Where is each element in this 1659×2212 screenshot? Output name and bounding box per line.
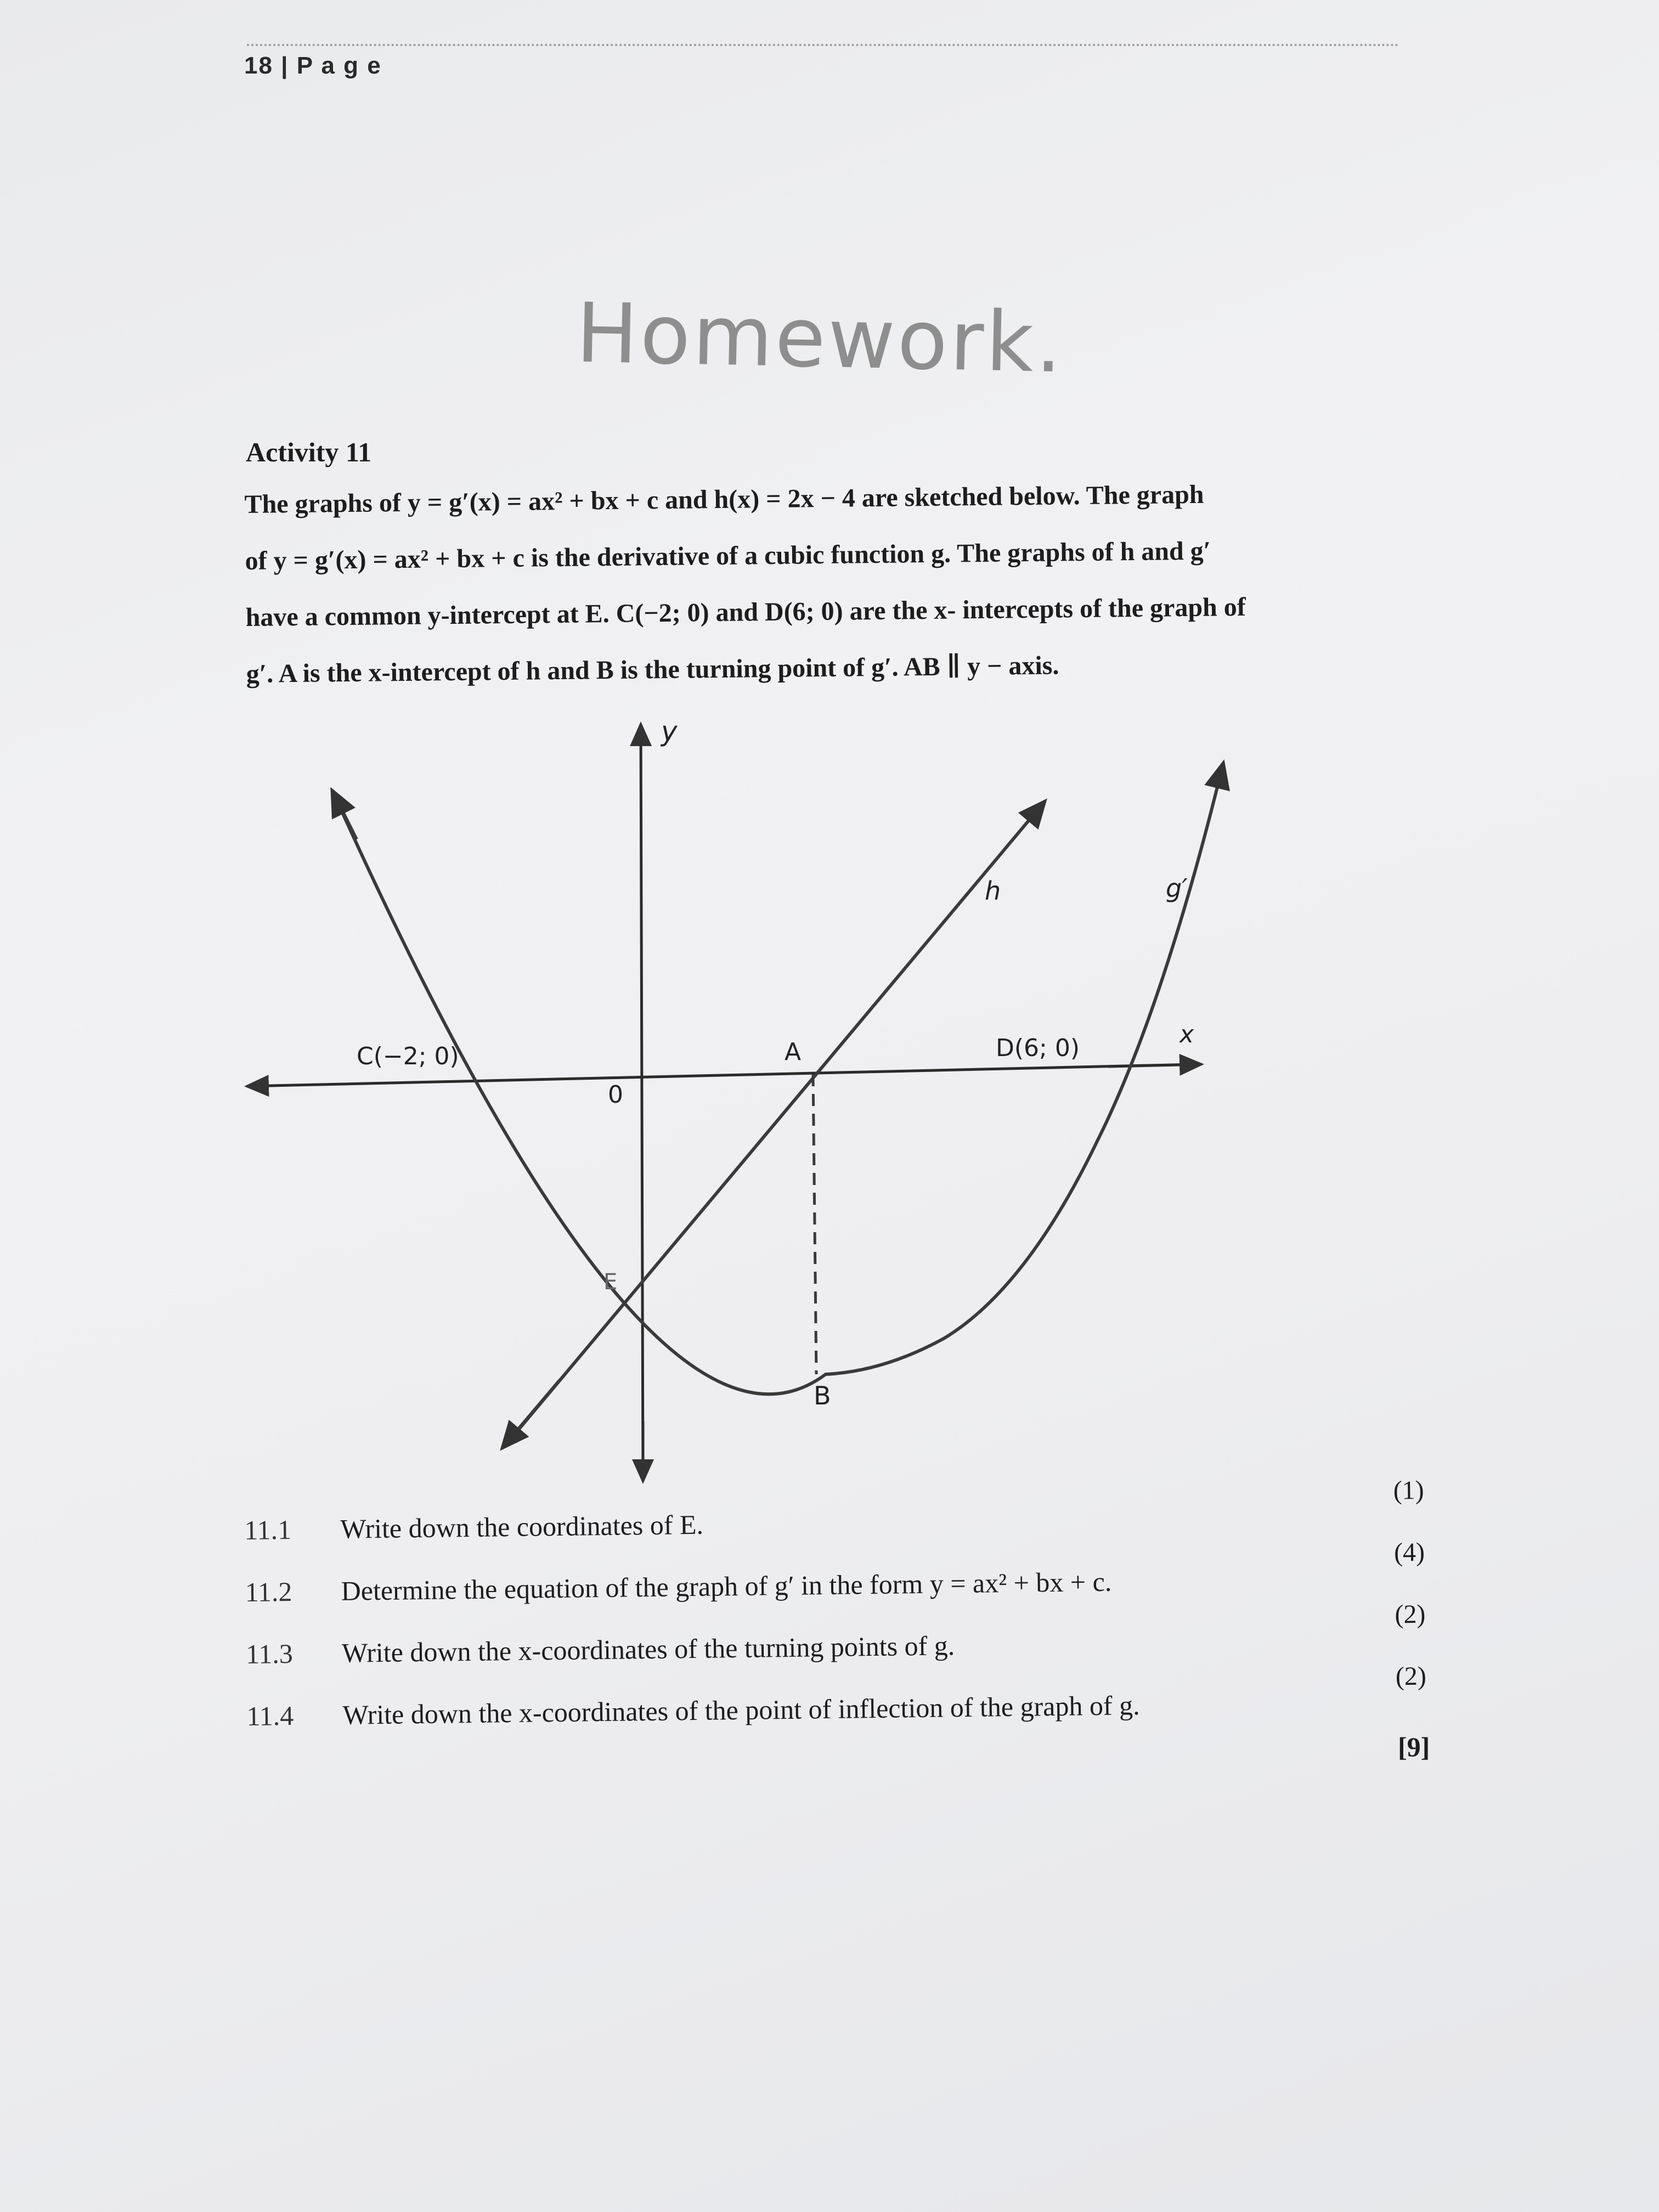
question-number: 11.2 bbox=[245, 1576, 292, 1607]
line-h-lower-arrow bbox=[502, 1380, 560, 1448]
point-C-label: C(−2; 0) bbox=[357, 1042, 459, 1070]
question-text: Write down the coordinates of E. bbox=[340, 1509, 704, 1544]
function-graph bbox=[230, 708, 1273, 1498]
y-axis-label: y bbox=[661, 715, 678, 747]
curve-g-prime-label: g′ bbox=[1166, 873, 1188, 903]
x-axis-positive-arrow bbox=[1108, 1064, 1201, 1066]
intro-line-3: have a common y-intercept at E. C(−2; 0) and D(6; 0) are the x- intercepts of the graph of bbox=[245, 592, 1246, 632]
top-dotted-rule bbox=[247, 44, 1399, 46]
point-A-label: A bbox=[785, 1038, 802, 1066]
question-number: 11.3 bbox=[245, 1638, 294, 1669]
total-marks: [9] bbox=[1398, 1731, 1430, 1762]
question-marks: (1) bbox=[1393, 1475, 1424, 1505]
intro-line-2: of y = g′(x) = ax² + bx + c is the derivative of a cubic function g. The graphs of h and g′ bbox=[245, 536, 1211, 575]
x-axis-label: x bbox=[1180, 1020, 1194, 1048]
point-B-label: B bbox=[814, 1381, 831, 1410]
segment-AB bbox=[813, 1074, 816, 1374]
question-number: 11.4 bbox=[246, 1700, 294, 1731]
question-text: Write down the x-coordinates of the turning points of g. bbox=[341, 1630, 955, 1668]
activity-title: Activity 11 bbox=[246, 437, 372, 467]
page-number: 18 | P a g e bbox=[244, 52, 382, 79]
question-text: Determine the equation of the graph of g′ in the form y = ax² + bx + c. bbox=[341, 1566, 1112, 1606]
question-marks: (2) bbox=[1395, 1599, 1426, 1629]
question-list bbox=[244, 1475, 1454, 1762]
point-D-label: D(6; 0) bbox=[996, 1034, 1080, 1062]
curve-g-prime bbox=[335, 763, 1223, 1394]
activity-intro bbox=[244, 464, 1376, 702]
intro-line-4: g′. A is the x-intercept of h and B is the turning point of g′. AB ∥ y − axis. bbox=[246, 651, 1059, 689]
question-number: 11.1 bbox=[244, 1514, 292, 1545]
question-marks: (4) bbox=[1393, 1537, 1425, 1567]
curve-g-prime-left-arrow bbox=[332, 790, 357, 839]
line-h bbox=[507, 801, 1045, 1443]
question-marks: (2) bbox=[1395, 1661, 1427, 1691]
y-axis bbox=[641, 724, 643, 1476]
point-E-label: E bbox=[603, 1269, 618, 1295]
intro-line-1: The graphs of y = g′(x) = ax² + bx + c and h(x) = 2x − 4 are sketched below. The graph bbox=[244, 479, 1204, 519]
curve-h-label: h bbox=[985, 876, 1001, 906]
origin-label: 0 bbox=[608, 1081, 623, 1109]
handwritten-homework-title: Homework. bbox=[575, 285, 1065, 392]
question-text: Write down the x-coordinates of the point of inflection of the graph of g. bbox=[342, 1690, 1140, 1730]
